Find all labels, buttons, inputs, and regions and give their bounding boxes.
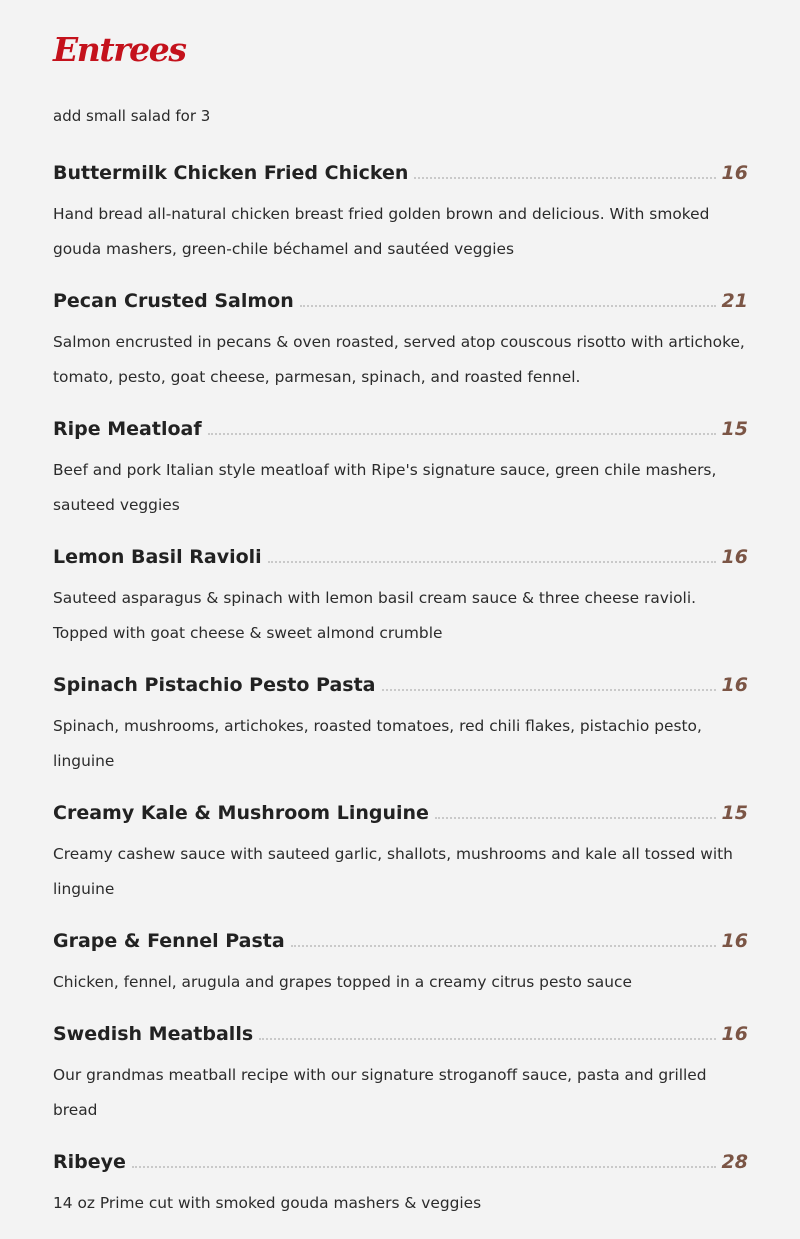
menu-item-description: 14 oz Prime cut with smoked gouda mashers & veggies xyxy=(53,1194,482,1212)
menu-item xyxy=(53,1146,748,1221)
menu-item-header xyxy=(53,285,748,317)
menu-items-list xyxy=(53,157,748,1239)
dotted-leader xyxy=(300,305,716,307)
dotted-leader xyxy=(291,945,716,947)
menu-item-name: Ribeye xyxy=(53,1151,126,1173)
menu-item-price: 16 xyxy=(721,674,748,696)
menu-item-price: 21 xyxy=(721,290,748,312)
menu-item-price: 15 xyxy=(721,802,748,824)
menu-item xyxy=(53,285,748,395)
menu-item-description: Creamy cashew sauce with sauteed garlic, shallots, mushrooms and kale all tossed with linguine xyxy=(53,845,733,898)
dotted-leader xyxy=(435,817,716,819)
section-title: Entrees xyxy=(53,30,186,69)
menu-item-name: Buttermilk Chicken Fried Chicken xyxy=(53,162,409,184)
menu-item xyxy=(53,669,748,779)
menu-item-name: Lemon Basil Ravioli xyxy=(53,546,262,568)
menu-item-name: Swedish Meatballs xyxy=(53,1023,254,1045)
menu-item-header xyxy=(53,157,748,189)
menu-item-description: Hand bread all-natural chicken breast fried golden brown and delicious. With smoked gouda mashers, green-chile béchamel and sautéed veggies xyxy=(53,205,710,258)
dotted-leader xyxy=(414,177,715,179)
menu-item-price: 28 xyxy=(721,1151,748,1173)
menu-item-description: Sauteed asparagus & spinach with lemon basil cream sauce & three cheese ravioli. Topped with goat cheese & sweet almond crumble xyxy=(53,589,696,642)
menu-item-name: Grape & Fennel Pasta xyxy=(53,930,285,952)
menu-item xyxy=(53,157,748,267)
dotted-leader xyxy=(132,1166,716,1168)
menu-item xyxy=(53,925,748,1000)
dotted-leader xyxy=(382,689,716,691)
menu-item-header xyxy=(53,925,748,957)
menu-item-header xyxy=(53,541,748,573)
menu-item-description: Our grandmas meatball recipe with our signature stroganoff sauce, pasta and grilled bread xyxy=(53,1066,707,1119)
dotted-leader xyxy=(208,433,716,435)
menu-item-description: Salmon encrusted in pecans & oven roasted, served atop couscous risotto with artichoke, tomato, pesto, goat cheese, parmesan, spinach, and roasted fennel. xyxy=(53,333,745,386)
menu-item-description: Spinach, mushrooms, artichokes, roasted tomatoes, red chili flakes, pistachio pesto, linguine xyxy=(53,717,702,770)
menu-item xyxy=(53,413,748,523)
menu-item-price: 16 xyxy=(721,546,748,568)
menu-item-header xyxy=(53,1018,748,1050)
menu-item-description: Chicken, fennel, arugula and grapes topped in a creamy citrus pesto sauce xyxy=(53,973,632,991)
menu-item-price: 16 xyxy=(721,1023,748,1045)
menu-item xyxy=(53,541,748,651)
menu-item-name: Creamy Kale & Mushroom Linguine xyxy=(53,802,429,824)
menu-item-header xyxy=(53,797,748,829)
menu-item-price: 15 xyxy=(721,418,748,440)
menu-item-price: 16 xyxy=(721,162,748,184)
dotted-leader xyxy=(259,1038,715,1040)
dotted-leader xyxy=(268,561,716,563)
section-note: add small salad for 3 xyxy=(53,107,211,125)
menu-item-header xyxy=(53,669,748,701)
menu-item-price: 16 xyxy=(721,930,748,952)
menu-item-header xyxy=(53,1146,748,1178)
menu-item-name: Ripe Meatloaf xyxy=(53,418,202,440)
menu-item xyxy=(53,1018,748,1128)
menu-item-name: Spinach Pistachio Pesto Pasta xyxy=(53,674,376,696)
menu-item-description: Beef and pork Italian style meatloaf with Ripe's signature sauce, green chile mashers, sauteed veggies xyxy=(53,461,717,514)
menu-item xyxy=(53,797,748,907)
menu-item-name: Pecan Crusted Salmon xyxy=(53,290,294,312)
menu-item-header xyxy=(53,413,748,445)
